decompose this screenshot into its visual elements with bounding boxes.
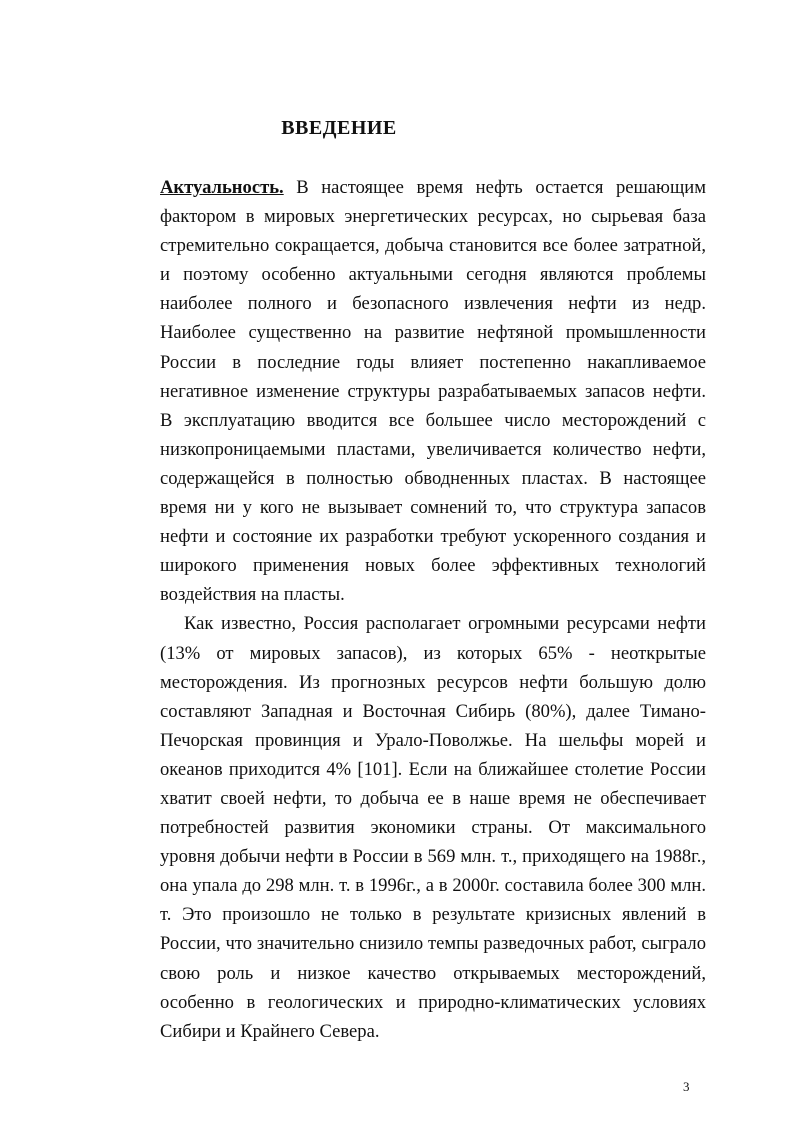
relevance-text: В настоящее время нефть остается решающим фактором в мировых энергетических ресурсах, но сырьевая база стремительно сокращается, добыча становится все более затратной, и поэтому особенно актуальными сегодня являются проблемы наиболее полного и безопасного извлечения нефти из недр. Наиболее существенно на развитие нефтяной промышленности России в последние годы влияет постепенно накапливаемое негативное изменение структуры разрабатываемых запасов нефти. В эксплуатацию вводится все большее число месторождений с низкопроницаемыми пластами, увеличивается количество нефти, содержащейся в полностью обводненных пластах. В настоящее время ни у кого не вызывает сомнений то, что структура запасов нефти и состояние их разработки требуют ускоренного создания и широкого применения новых более эффективных технологий воздействия на пласты. (160, 177, 706, 606)
paragraph-relevance (160, 173, 706, 609)
page-title: ВВЕДЕНИЕ (281, 117, 397, 139)
body-text (160, 173, 706, 1046)
page-number: 3 (683, 1079, 690, 1094)
relevance-heading: Актуальность. (160, 177, 284, 198)
paragraph-resources: Как известно, Россия располагает огромными ресурсами нефти (13% от мировых запасов), из которых 65% - неоткрытые месторождения. Из прогнозных ресурсов нефти большую долю составляют Западная и Восточная Сибирь (80%), далее Тимано-Печорская провинция и Урало-Поволжье. На шельфы морей и океанов приходится 4% [101]. Если на ближайшее столетие России хватит своей нефти, то добыча ее в наше время не обеспечивает потребностей развития экономики страны. От максимального уровня добычи нефти в России в 569 млн. т., приходящего на 1988г., она упала до 298 млн. т. в 1996г., а в 2000г. составила более 300 млн. т. Это произошло не только в результате кризисных явлений в России, что значительно снизило темпы разведочных работ, сыграло свою роль и низкое качество открываемых месторождений, особенно в геологических и природно-климатических условиях Сибири и Крайнего Севера. (160, 613, 706, 1042)
